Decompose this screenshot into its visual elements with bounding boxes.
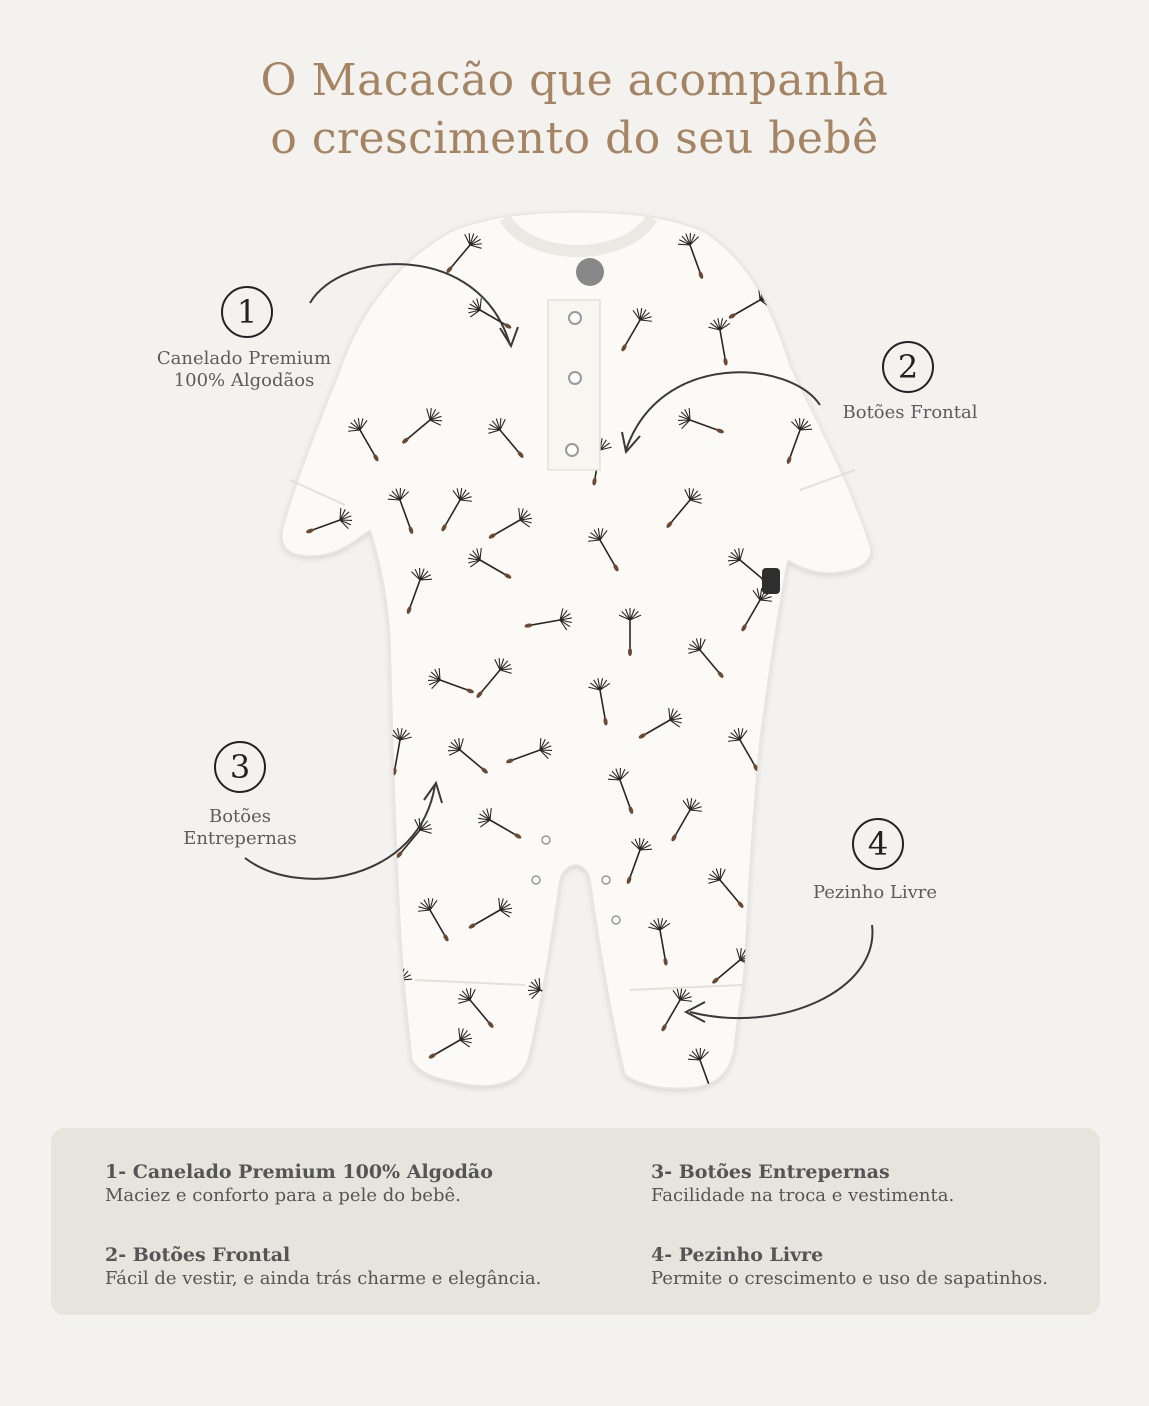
feature-heading: 3- Botões Entrepernas [651, 1161, 890, 1183]
callout-label-4 [790, 882, 960, 904]
callout-label-1-line-1: Canelado Premium [156, 348, 332, 369]
feature-heading: 1- Canelado Premium 100% Algodão [105, 1161, 493, 1183]
side-tag [762, 568, 780, 594]
feature-3 [651, 1160, 1121, 1207]
feature-description: Permite o crescimento e uso de sapatinhos. [651, 1268, 1048, 1289]
brand-label-tag [576, 258, 604, 286]
page-title-line-2: o crescimento do seu bebê [270, 113, 879, 164]
callout-label-3-line-1: Botões [208, 806, 272, 827]
callout-label-3 [140, 806, 340, 850]
callout-label-3-line-2: Entrepernas [183, 828, 297, 849]
callout-number-1: 1 [221, 286, 273, 338]
callout-number-2: 2 [882, 341, 934, 393]
page-title-line-1: O Macacão que acompanha [260, 55, 889, 106]
feature-description: Fácil de vestir, e ainda trás charme e elegância. [105, 1268, 542, 1289]
callout-label-1-line-2: 100% Algodãos [173, 370, 315, 391]
callout-number-4: 4 [852, 818, 904, 870]
feature-heading: 2- Botões Frontal [105, 1244, 291, 1266]
feature-heading: 4- Pezinho Livre [651, 1244, 824, 1266]
feature-4 [651, 1243, 1121, 1290]
callout-label-2-line-1: Botões Frontal [842, 402, 978, 423]
feature-description: Maciez e conforto para a pele do bebê. [105, 1185, 461, 1206]
romper [282, 212, 871, 1098]
callout-label-4-line-1: Pezinho Livre [812, 882, 938, 903]
callout-number-3: 3 [214, 741, 266, 793]
feature-2 [105, 1243, 575, 1290]
features-panel [51, 1128, 1100, 1315]
feature-description: Facilidade na troca e vestimenta. [651, 1185, 955, 1206]
callout-label-2 [820, 402, 1000, 424]
callout-label-1 [134, 348, 354, 392]
feature-1 [105, 1160, 575, 1207]
